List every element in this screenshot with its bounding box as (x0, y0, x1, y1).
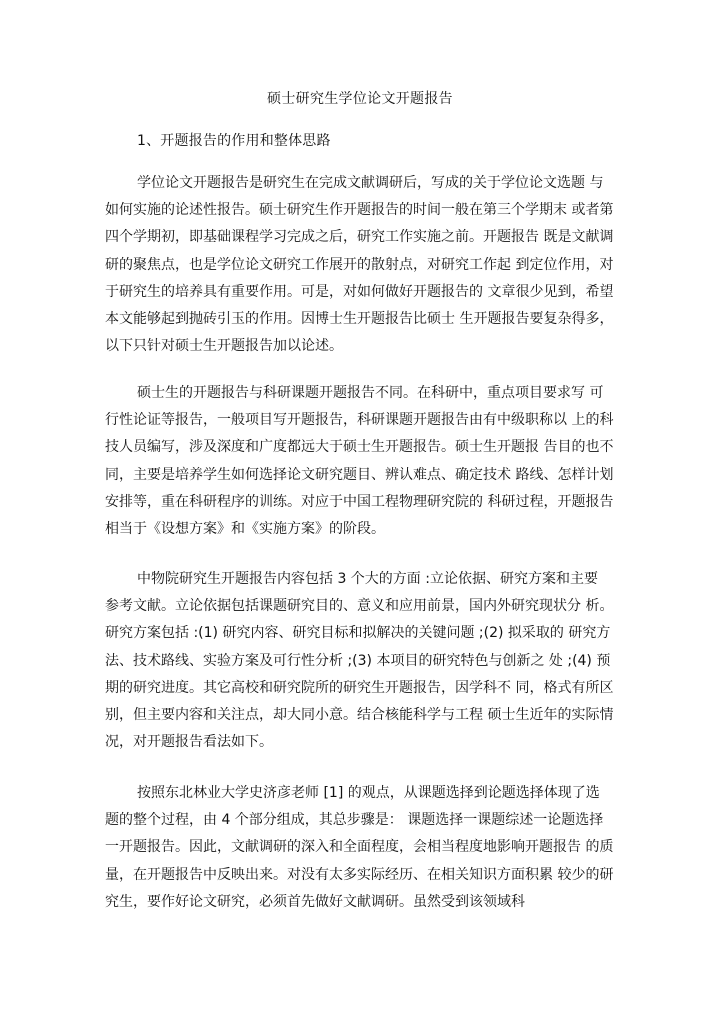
paragraph-line: 中物院研究生开题报告内容包括 3 个大的方面 :立论依据、研究方案和主要 (137, 571, 598, 587)
paragraph-4 (105, 780, 614, 916)
paragraph-2 (105, 380, 614, 543)
paragraph-line: 如何实施的论述性报告。硕士研究生作开题报告的时间一般在第三个学期末 或者第 (105, 202, 614, 219)
paragraph-line: 于研究生的培养具有重要作用。可是，对如何做好开题报告的 文章很少见到，希望 (105, 283, 614, 300)
document-title: 硕士研究生学位论文开题报告 (267, 91, 453, 107)
paragraph-line: 硕士生的开题报告与科研课题开题报告不同。在科研中，重点项目要求写 可 (137, 385, 604, 401)
paragraph-line: 四个学期初，即基础课程学习完成之后，研究工作实施之前。开题报告 既是文献调 (105, 229, 614, 246)
paragraph-line: 安排等，重在科研程序的训练。对应于中国工程物理研究院的 科研过程，开题报告 (105, 493, 614, 510)
paragraph-line: 技人员编写，涉及深度和广度都远大于硕士生开题报告。硕士生开题报 告目的也不 (105, 439, 614, 456)
paragraph-line: 期的研究进度。其它高校和研究院所的研究生开题报告，因学科不 同，格式有所区 (105, 679, 614, 696)
paragraph-line: 研究方案包括 :(1) 研究内容、研究目标和拟解决的关键问题 ;(2) 拟采取的 研究方 (105, 625, 611, 642)
paragraph-1 (105, 170, 614, 360)
paragraph-line: 同，主要是培养学生如何选择论文研究题目、辨认难点、确定技术 路线、怎样计划 (105, 466, 614, 483)
paragraph-line: 以下只针对硕士生开题报告加以论述。 (105, 338, 343, 355)
paragraph-line: 别，但主要内容和关注点，却大同小意。结合核能科学与工程 硕士生近年的实际情 (105, 706, 614, 723)
paragraph-line: 题的整个过程，由 4 个部分组成，其总步骤是： 课题选择一课题综述一论题选择 (105, 812, 604, 829)
paragraph-3 (105, 566, 614, 756)
paragraph-line: 本文能够起到抛砖引玉的作用。因博士生开题报告比硕士 生开题报告要复杂得多， (105, 310, 614, 327)
paragraph-line: 参考文献。立论依据包括课题研究目的、意义和应用前景，国内外研究现状分 析。 (105, 598, 614, 615)
section-heading: 1、开题报告的作用和整体思路 (137, 133, 331, 149)
paragraph-line: 况，对开题报告看法如下。 (105, 734, 273, 751)
paragraph-line: 研的聚焦点，也是学位论文研究工作展开的散射点，对研究工作起 到定位作用，对 (105, 256, 614, 273)
paragraph-line: 相当于《设想方案》和《实施方案》的阶段。 (105, 520, 385, 537)
paragraph-line: 学位论文开题报告是研究生在完成文献调研后，写成的关于学位论文选题 与 (137, 175, 604, 191)
paragraph-line: 按照东北林业大学史济彦老师 [1] 的观点，从课题选择到论题选择体现了选 (137, 785, 600, 801)
paragraph-line: 行性论证等报告，一般项目写开题报告，科研课题开题报告由有中级职称以 上的科 (105, 412, 614, 429)
paragraph-line: 量，在开题报告中反映出来。对没有太多实际经历、在相关知识方面积累 较少的研 (105, 866, 614, 883)
paragraph-line: 一开题报告。因此，文献调研的深入和全面程度，会相当程度地影响开题报告 的质 (105, 839, 614, 856)
paragraph-line: 究生，要作好论文研究，必须首先做好文献调研。虽然受到该领域科 (105, 893, 525, 910)
paragraph-line: 法、技术路线、实验方案及可行性分析 ;(3) 本项目的研究特色与创新之 处 ;(4) 预 (105, 652, 611, 669)
